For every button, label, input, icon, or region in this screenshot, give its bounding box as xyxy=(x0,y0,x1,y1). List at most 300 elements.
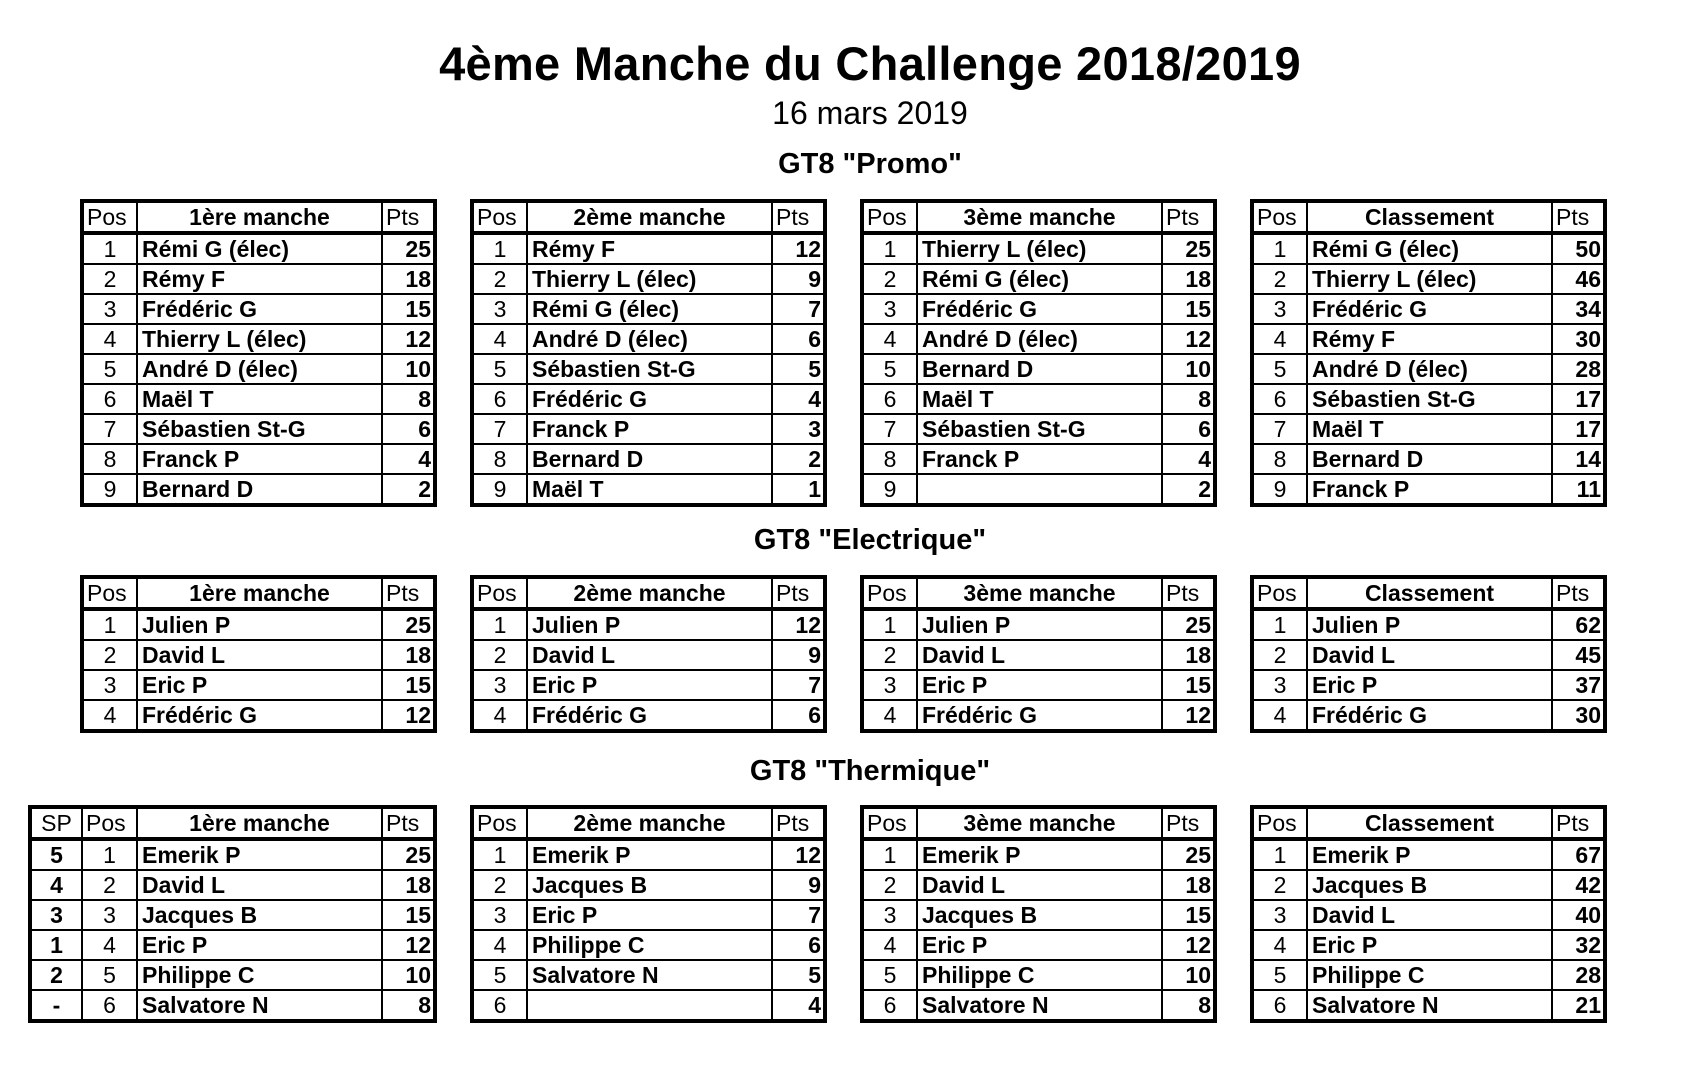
table-row xyxy=(1252,900,1605,930)
table-row xyxy=(862,609,1215,640)
table-row xyxy=(30,930,435,960)
points-cell: 34 xyxy=(1552,294,1605,324)
driver-name-cell: Eric P xyxy=(527,670,772,700)
column-header-pos: Pos xyxy=(472,201,527,233)
points-cell: 12 xyxy=(772,609,825,640)
section-title: GT8 "Promo" xyxy=(778,148,962,180)
driver-name-cell: Eric P xyxy=(527,900,772,930)
table-row xyxy=(862,930,1215,960)
driver-name-cell: Thierry L (élec) xyxy=(917,233,1162,264)
driver-name-cell: Thierry L (élec) xyxy=(527,264,772,294)
driver-name-cell: Bernard D xyxy=(137,474,382,505)
points-cell: 37 xyxy=(1552,670,1605,700)
table-row xyxy=(862,839,1215,870)
points-cell: 8 xyxy=(382,990,435,1021)
points-cell: 17 xyxy=(1552,414,1605,444)
table-row xyxy=(862,870,1215,900)
points-cell: 30 xyxy=(1552,700,1605,731)
column-header-sp: SP xyxy=(30,807,82,839)
table-row xyxy=(82,414,435,444)
position-cell: 9 xyxy=(472,474,527,505)
table-row xyxy=(862,384,1215,414)
driver-name-cell: André D (élec) xyxy=(527,324,772,354)
points-cell: 18 xyxy=(1162,870,1215,900)
position-cell: 1 xyxy=(82,233,137,264)
table-row xyxy=(472,900,825,930)
position-cell: 8 xyxy=(472,444,527,474)
position-cell: 5 xyxy=(1252,960,1307,990)
driver-name-cell: Julien P xyxy=(1307,609,1552,640)
table-row xyxy=(472,233,825,264)
driver-name-cell: Philippe C xyxy=(527,930,772,960)
points-cell: 28 xyxy=(1552,354,1605,384)
table-header-row xyxy=(82,577,435,609)
driver-name-cell: André D (élec) xyxy=(137,354,382,384)
driver-name-cell: David L xyxy=(1307,900,1552,930)
points-cell: 2 xyxy=(772,444,825,474)
column-header-round: 2ème manche xyxy=(527,807,772,839)
points-cell: 2 xyxy=(382,474,435,505)
sp-cell: 2 xyxy=(30,960,82,990)
sp-cell: 3 xyxy=(30,900,82,930)
driver-name-cell: David L xyxy=(137,870,382,900)
position-cell: 3 xyxy=(82,294,137,324)
driver-name-cell: Thierry L (élec) xyxy=(137,324,382,354)
column-header-pts: Pts xyxy=(772,807,825,839)
position-cell: 3 xyxy=(82,670,137,700)
position-cell: 3 xyxy=(1252,900,1307,930)
page-title: 4ème Manche du Challenge 2018/2019 xyxy=(439,37,1301,90)
column-header-round: 3ème manche xyxy=(917,807,1162,839)
driver-name-cell: Emerik P xyxy=(527,839,772,870)
column-header-pts: Pts xyxy=(772,577,825,609)
position-cell: 5 xyxy=(472,960,527,990)
driver-name-cell: David L xyxy=(917,640,1162,670)
points-cell: 10 xyxy=(1162,354,1215,384)
sp-cell: - xyxy=(30,990,82,1021)
column-header-pts: Pts xyxy=(382,577,435,609)
points-cell: 17 xyxy=(1552,384,1605,414)
points-cell: 6 xyxy=(772,700,825,731)
position-cell: 5 xyxy=(472,354,527,384)
driver-name-cell: Bernard D xyxy=(527,444,772,474)
points-cell: 40 xyxy=(1552,900,1605,930)
column-header-pts: Pts xyxy=(1552,201,1605,233)
position-cell: 2 xyxy=(82,640,137,670)
position-cell: 2 xyxy=(82,264,137,294)
points-cell: 12 xyxy=(1162,324,1215,354)
position-cell: 9 xyxy=(1252,474,1307,505)
position-cell: 3 xyxy=(472,670,527,700)
table-row xyxy=(30,839,435,870)
table-row xyxy=(1252,839,1605,870)
results-table-3eme-manche xyxy=(860,575,1217,733)
driver-name-cell: Julien P xyxy=(137,609,382,640)
driver-name-cell: Frédéric G xyxy=(137,294,382,324)
column-header-pts: Pts xyxy=(1552,807,1605,839)
position-cell: 2 xyxy=(472,264,527,294)
points-cell: 18 xyxy=(382,640,435,670)
column-header-pos: Pos xyxy=(82,577,137,609)
driver-name-cell: Emerik P xyxy=(1307,839,1552,870)
column-header-round: 2ème manche xyxy=(527,577,772,609)
driver-name-cell: Rémi G (élec) xyxy=(1307,233,1552,264)
points-cell: 14 xyxy=(1552,444,1605,474)
results-table-2eme-manche xyxy=(470,805,827,1023)
table-row xyxy=(862,670,1215,700)
driver-name-cell: Frédéric G xyxy=(527,384,772,414)
points-cell: 50 xyxy=(1552,233,1605,264)
position-cell: 2 xyxy=(862,640,917,670)
column-header-pts: Pts xyxy=(1552,577,1605,609)
position-cell: 3 xyxy=(472,900,527,930)
position-cell: 1 xyxy=(82,839,137,870)
points-cell: 4 xyxy=(1162,444,1215,474)
table-row xyxy=(1252,670,1605,700)
table-row xyxy=(1252,990,1605,1021)
table-header-row xyxy=(1252,201,1605,233)
column-header-pts: Pts xyxy=(382,807,435,839)
sp-cell: 4 xyxy=(30,870,82,900)
driver-name-cell: Frédéric G xyxy=(527,700,772,731)
column-header-pos: Pos xyxy=(472,577,527,609)
driver-name-cell: Philippe C xyxy=(1307,960,1552,990)
points-cell: 12 xyxy=(1162,700,1215,731)
table-row xyxy=(1252,264,1605,294)
driver-name-cell: Sébastien St-G xyxy=(527,354,772,384)
points-cell: 67 xyxy=(1552,839,1605,870)
table-row xyxy=(82,294,435,324)
position-cell: 4 xyxy=(1252,700,1307,731)
points-cell: 9 xyxy=(772,640,825,670)
position-cell: 7 xyxy=(1252,414,1307,444)
table-row xyxy=(862,474,1215,505)
table-row xyxy=(1252,444,1605,474)
position-cell: 6 xyxy=(82,990,137,1021)
driver-name-cell: Julien P xyxy=(917,609,1162,640)
table-header-row xyxy=(30,807,435,839)
points-cell: 18 xyxy=(1162,264,1215,294)
position-cell: 1 xyxy=(472,609,527,640)
points-cell: 15 xyxy=(382,670,435,700)
results-table-classement xyxy=(1250,199,1607,507)
position-cell: 5 xyxy=(862,960,917,990)
points-cell: 8 xyxy=(1162,384,1215,414)
position-cell: 2 xyxy=(1252,640,1307,670)
table-header-row xyxy=(862,201,1215,233)
points-cell: 3 xyxy=(772,414,825,444)
sp-cell: 1 xyxy=(30,930,82,960)
points-cell: 2 xyxy=(1162,474,1215,505)
table-row xyxy=(862,700,1215,731)
table-header-row xyxy=(1252,807,1605,839)
driver-name-cell: Jacques B xyxy=(527,870,772,900)
column-header-pos: Pos xyxy=(82,807,137,839)
results-table-2eme-manche xyxy=(470,199,827,507)
points-cell: 15 xyxy=(382,294,435,324)
driver-name-cell: André D (élec) xyxy=(1307,354,1552,384)
table-row xyxy=(82,384,435,414)
position-cell: 7 xyxy=(82,414,137,444)
table-row xyxy=(472,640,825,670)
driver-name-cell: Bernard D xyxy=(1307,444,1552,474)
driver-name-cell: Franck P xyxy=(527,414,772,444)
position-cell: 4 xyxy=(862,700,917,731)
table-row xyxy=(862,444,1215,474)
results-table-classement xyxy=(1250,805,1607,1023)
position-cell: 3 xyxy=(862,670,917,700)
column-header-round: 1ère manche xyxy=(137,577,382,609)
points-cell: 10 xyxy=(1162,960,1215,990)
position-cell: 1 xyxy=(472,233,527,264)
table-header-row xyxy=(1252,577,1605,609)
position-cell: 5 xyxy=(82,354,137,384)
points-cell: 15 xyxy=(1162,900,1215,930)
section-title: GT8 "Electrique" xyxy=(753,524,987,556)
table-row xyxy=(82,233,435,264)
driver-name-cell: Jacques B xyxy=(917,900,1162,930)
position-cell: 3 xyxy=(1252,294,1307,324)
points-cell: 25 xyxy=(382,609,435,640)
column-header-pos: Pos xyxy=(82,201,137,233)
column-header-round: 1ère manche xyxy=(137,201,382,233)
points-cell: 15 xyxy=(382,900,435,930)
points-cell: 25 xyxy=(1162,839,1215,870)
position-cell: 4 xyxy=(82,930,137,960)
driver-name-cell: David L xyxy=(527,640,772,670)
position-cell: 1 xyxy=(472,839,527,870)
table-row xyxy=(1252,960,1605,990)
driver-name-cell: Eric P xyxy=(1307,670,1552,700)
driver-name-cell: Rémi G (élec) xyxy=(527,294,772,324)
column-header-pts: Pts xyxy=(382,201,435,233)
column-header-round: 3ème manche xyxy=(917,577,1162,609)
table-row xyxy=(472,700,825,731)
driver-name-cell: Philippe C xyxy=(917,960,1162,990)
position-cell: 3 xyxy=(472,294,527,324)
points-cell: 11 xyxy=(1552,474,1605,505)
column-header-round: Classement xyxy=(1307,577,1552,609)
column-header-pos: Pos xyxy=(472,807,527,839)
points-cell: 25 xyxy=(1162,609,1215,640)
results-table-3eme-manche xyxy=(860,199,1217,507)
driver-name-cell: Eric P xyxy=(137,670,382,700)
points-cell: 21 xyxy=(1552,990,1605,1021)
points-cell: 12 xyxy=(772,233,825,264)
driver-name-cell: Sébastien St-G xyxy=(137,414,382,444)
table-row xyxy=(82,354,435,384)
table-row xyxy=(862,414,1215,444)
driver-name-cell: Maël T xyxy=(1307,414,1552,444)
position-cell: 4 xyxy=(472,700,527,731)
points-cell: 10 xyxy=(382,960,435,990)
table-row xyxy=(1252,700,1605,731)
table-row xyxy=(82,264,435,294)
column-header-pos: Pos xyxy=(1252,807,1307,839)
table-row xyxy=(1252,640,1605,670)
position-cell: 7 xyxy=(472,414,527,444)
driver-name-cell: Jacques B xyxy=(137,900,382,930)
results-table-1ere-manche xyxy=(80,575,437,733)
points-cell: 12 xyxy=(772,839,825,870)
points-cell: 6 xyxy=(382,414,435,444)
table-row xyxy=(1252,870,1605,900)
column-header-pos: Pos xyxy=(862,201,917,233)
driver-name-cell: David L xyxy=(1307,640,1552,670)
table-row xyxy=(1252,384,1605,414)
column-header-pts: Pts xyxy=(1162,807,1215,839)
driver-name-cell: David L xyxy=(917,870,1162,900)
driver-name-cell: Maël T xyxy=(917,384,1162,414)
position-cell: 6 xyxy=(1252,990,1307,1021)
position-cell: 6 xyxy=(472,990,527,1021)
position-cell: 4 xyxy=(1252,930,1307,960)
driver-name-cell: Frédéric G xyxy=(137,700,382,731)
table-header-row xyxy=(472,201,825,233)
position-cell: 4 xyxy=(82,324,137,354)
points-cell: 7 xyxy=(772,294,825,324)
position-cell: 1 xyxy=(1252,609,1307,640)
position-cell: 4 xyxy=(862,930,917,960)
points-cell: 10 xyxy=(382,354,435,384)
driver-name-cell xyxy=(527,990,772,1021)
driver-name-cell: Julien P xyxy=(527,609,772,640)
driver-name-cell: Sébastien St-G xyxy=(917,414,1162,444)
position-cell: 1 xyxy=(862,609,917,640)
table-row xyxy=(472,960,825,990)
driver-name-cell: Maël T xyxy=(527,474,772,505)
position-cell: 6 xyxy=(862,384,917,414)
position-cell: 8 xyxy=(1252,444,1307,474)
table-header-row xyxy=(862,577,1215,609)
driver-name-cell: Franck P xyxy=(137,444,382,474)
column-header-pts: Pts xyxy=(1162,577,1215,609)
driver-name-cell: Philippe C xyxy=(137,960,382,990)
results-table-classement xyxy=(1250,575,1607,733)
driver-name-cell: Emerik P xyxy=(917,839,1162,870)
table-row xyxy=(472,294,825,324)
column-header-pos: Pos xyxy=(1252,577,1307,609)
table-row xyxy=(472,384,825,414)
column-header-pts: Pts xyxy=(772,201,825,233)
points-cell: 12 xyxy=(382,324,435,354)
position-cell: 6 xyxy=(472,384,527,414)
driver-name-cell: Emerik P xyxy=(137,839,382,870)
position-cell: 6 xyxy=(1252,384,1307,414)
table-header-row xyxy=(82,201,435,233)
results-table-1ere-manche xyxy=(28,805,437,1023)
sp-cell: 5 xyxy=(30,839,82,870)
driver-name-cell: Sébastien St-G xyxy=(1307,384,1552,414)
table-row xyxy=(1252,324,1605,354)
position-cell: 5 xyxy=(862,354,917,384)
position-cell: 2 xyxy=(1252,870,1307,900)
table-header-row xyxy=(862,807,1215,839)
points-cell: 6 xyxy=(1162,414,1215,444)
position-cell: 9 xyxy=(82,474,137,505)
column-header-round: 2ème manche xyxy=(527,201,772,233)
table-row xyxy=(82,609,435,640)
position-cell: 4 xyxy=(1252,324,1307,354)
table-row xyxy=(472,354,825,384)
table-row xyxy=(1252,233,1605,264)
position-cell: 4 xyxy=(472,930,527,960)
driver-name-cell: David L xyxy=(137,640,382,670)
position-cell: 2 xyxy=(472,640,527,670)
column-header-round: 1ère manche xyxy=(137,807,382,839)
table-row xyxy=(1252,294,1605,324)
points-cell: 4 xyxy=(772,384,825,414)
table-header-row xyxy=(472,577,825,609)
position-cell: 5 xyxy=(82,960,137,990)
table-row xyxy=(862,324,1215,354)
points-cell: 8 xyxy=(382,384,435,414)
points-cell: 28 xyxy=(1552,960,1605,990)
position-cell: 1 xyxy=(82,609,137,640)
points-cell: 7 xyxy=(772,670,825,700)
table-row xyxy=(82,670,435,700)
points-cell: 12 xyxy=(1162,930,1215,960)
position-cell: 8 xyxy=(82,444,137,474)
driver-name-cell: Eric P xyxy=(917,930,1162,960)
points-cell: 12 xyxy=(382,700,435,731)
table-row xyxy=(82,474,435,505)
position-cell: 3 xyxy=(82,900,137,930)
table-row xyxy=(472,324,825,354)
driver-name-cell: Rémy F xyxy=(137,264,382,294)
points-cell: 18 xyxy=(382,264,435,294)
table-row xyxy=(862,900,1215,930)
driver-name-cell: Eric P xyxy=(1307,930,1552,960)
points-cell: 8 xyxy=(1162,990,1215,1021)
table-row xyxy=(472,444,825,474)
position-cell: 2 xyxy=(472,870,527,900)
column-header-pos: Pos xyxy=(1252,201,1307,233)
points-cell: 62 xyxy=(1552,609,1605,640)
points-cell: 32 xyxy=(1552,930,1605,960)
driver-name-cell: Salvatore N xyxy=(917,990,1162,1021)
table-row xyxy=(862,960,1215,990)
driver-name-cell: Maël T xyxy=(137,384,382,414)
driver-name-cell: Bernard D xyxy=(917,354,1162,384)
table-row xyxy=(862,640,1215,670)
table-row xyxy=(82,640,435,670)
points-cell: 18 xyxy=(1162,640,1215,670)
driver-name-cell: Franck P xyxy=(1307,474,1552,505)
position-cell: 2 xyxy=(862,264,917,294)
column-header-pos: Pos xyxy=(862,577,917,609)
driver-name-cell: Eric P xyxy=(137,930,382,960)
table-row xyxy=(1252,354,1605,384)
position-cell: 9 xyxy=(862,474,917,505)
table-row xyxy=(862,990,1215,1021)
table-header-row xyxy=(472,807,825,839)
points-cell: 25 xyxy=(382,839,435,870)
driver-name-cell: Frédéric G xyxy=(1307,700,1552,731)
driver-name-cell: Eric P xyxy=(917,670,1162,700)
points-cell: 25 xyxy=(1162,233,1215,264)
results-table-1ere-manche xyxy=(80,199,437,507)
position-cell: 1 xyxy=(862,233,917,264)
column-header-round: Classement xyxy=(1307,201,1552,233)
driver-name-cell: Jacques B xyxy=(1307,870,1552,900)
table-row xyxy=(1252,609,1605,640)
driver-name-cell: Rémi G (élec) xyxy=(137,233,382,264)
position-cell: 2 xyxy=(1252,264,1307,294)
table-row xyxy=(30,990,435,1021)
position-cell: 1 xyxy=(862,839,917,870)
points-cell: 6 xyxy=(772,324,825,354)
